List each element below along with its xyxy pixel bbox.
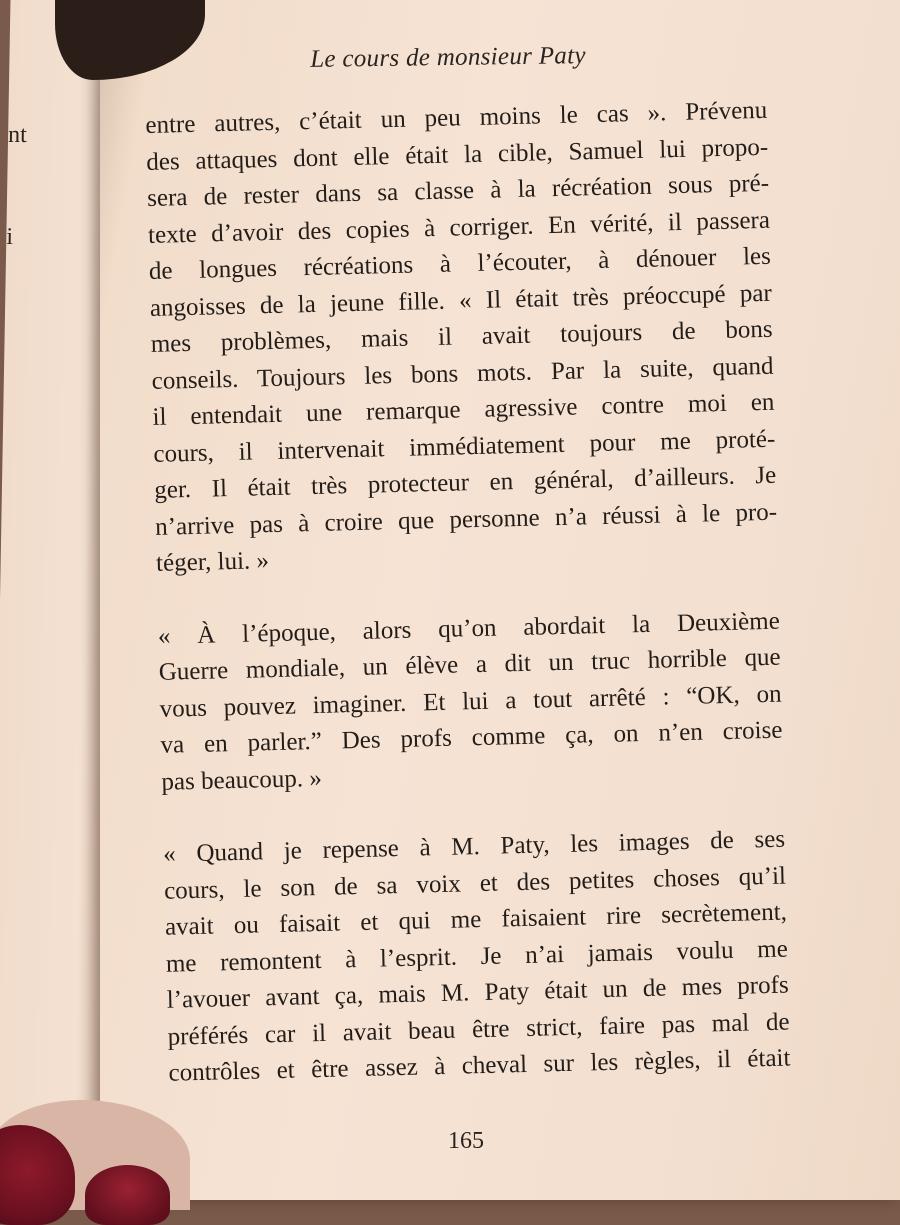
left-page-fragment: i bbox=[6, 224, 14, 250]
left-page-fragment: nt bbox=[7, 122, 28, 148]
text-line: préférés car il avait beau être strict, faire pas mal de bbox=[167, 1008, 790, 1051]
running-head: Le cours de monsieur Paty bbox=[310, 42, 586, 73]
text-line: de longues récréations à l’écouter, à dénouer les bbox=[148, 242, 772, 285]
text-line: angoisses de la jeune fille. « Il était très préoccupé par bbox=[149, 279, 773, 322]
text-line: n’arrive pas à croire que personne n’a réussi à le pro- bbox=[154, 498, 778, 541]
text-line: « À l’époque, alors qu’on abordait la Deuxième bbox=[157, 607, 781, 650]
text-line: téger, lui. » bbox=[155, 547, 270, 577]
page-number: 165 bbox=[448, 1128, 484, 1154]
text-line: sera de rester dans sa classe à la récréation sous pré- bbox=[146, 169, 770, 212]
text-line: me remontent à l’esprit. Je n’ai jamais voulu me bbox=[165, 935, 789, 978]
text-line: l’avouer avant ça, mais M. Paty était un de mes profs bbox=[166, 971, 789, 1014]
text-line: ger. Il était très protecteur en général, d’ailleurs. Je bbox=[154, 461, 777, 504]
text-line: vous pouvez imaginer. Et lui a tout arrêté : “OK, on bbox=[159, 680, 782, 723]
text-line: « Quand je repense à M. Paty, les images de ses bbox=[162, 825, 786, 868]
text-line: des attaques dont elle était la cible, Samuel lui propo- bbox=[145, 133, 769, 176]
fingernail bbox=[85, 1165, 170, 1225]
text-line: pas beaucoup. » bbox=[161, 764, 323, 796]
text-line: Guerre mondiale, un élève a dit un truc horrible que bbox=[158, 643, 781, 686]
text-line: texte d’avoir des copies à corriger. En vérité, il passera bbox=[147, 206, 771, 249]
text-line: conseils. Toujours les bons mots. Par la suite, quand bbox=[151, 352, 774, 395]
text-line: cours, le son de sa voix et des petites choses qu’il bbox=[163, 862, 787, 905]
text-line: cours, il intervenait immédiatement pour me proté- bbox=[153, 425, 776, 468]
text-line: entre autres, c’était un peu moins le cas ». Prévenu bbox=[145, 96, 768, 139]
text-line: mes problèmes, mais il avait toujours de bons bbox=[150, 315, 773, 358]
text-line: il entendait une remarque agressive contre moi en bbox=[152, 388, 775, 431]
text-line: avait ou faisait et qui me faisaient rire secrètement, bbox=[164, 898, 788, 941]
text-line: contrôles et être assez à cheval sur les règles, il était bbox=[168, 1044, 791, 1087]
text-line: va en parler.” Des profs comme ça, on n’en croise bbox=[160, 716, 783, 759]
body-text bbox=[145, 93, 791, 1092]
